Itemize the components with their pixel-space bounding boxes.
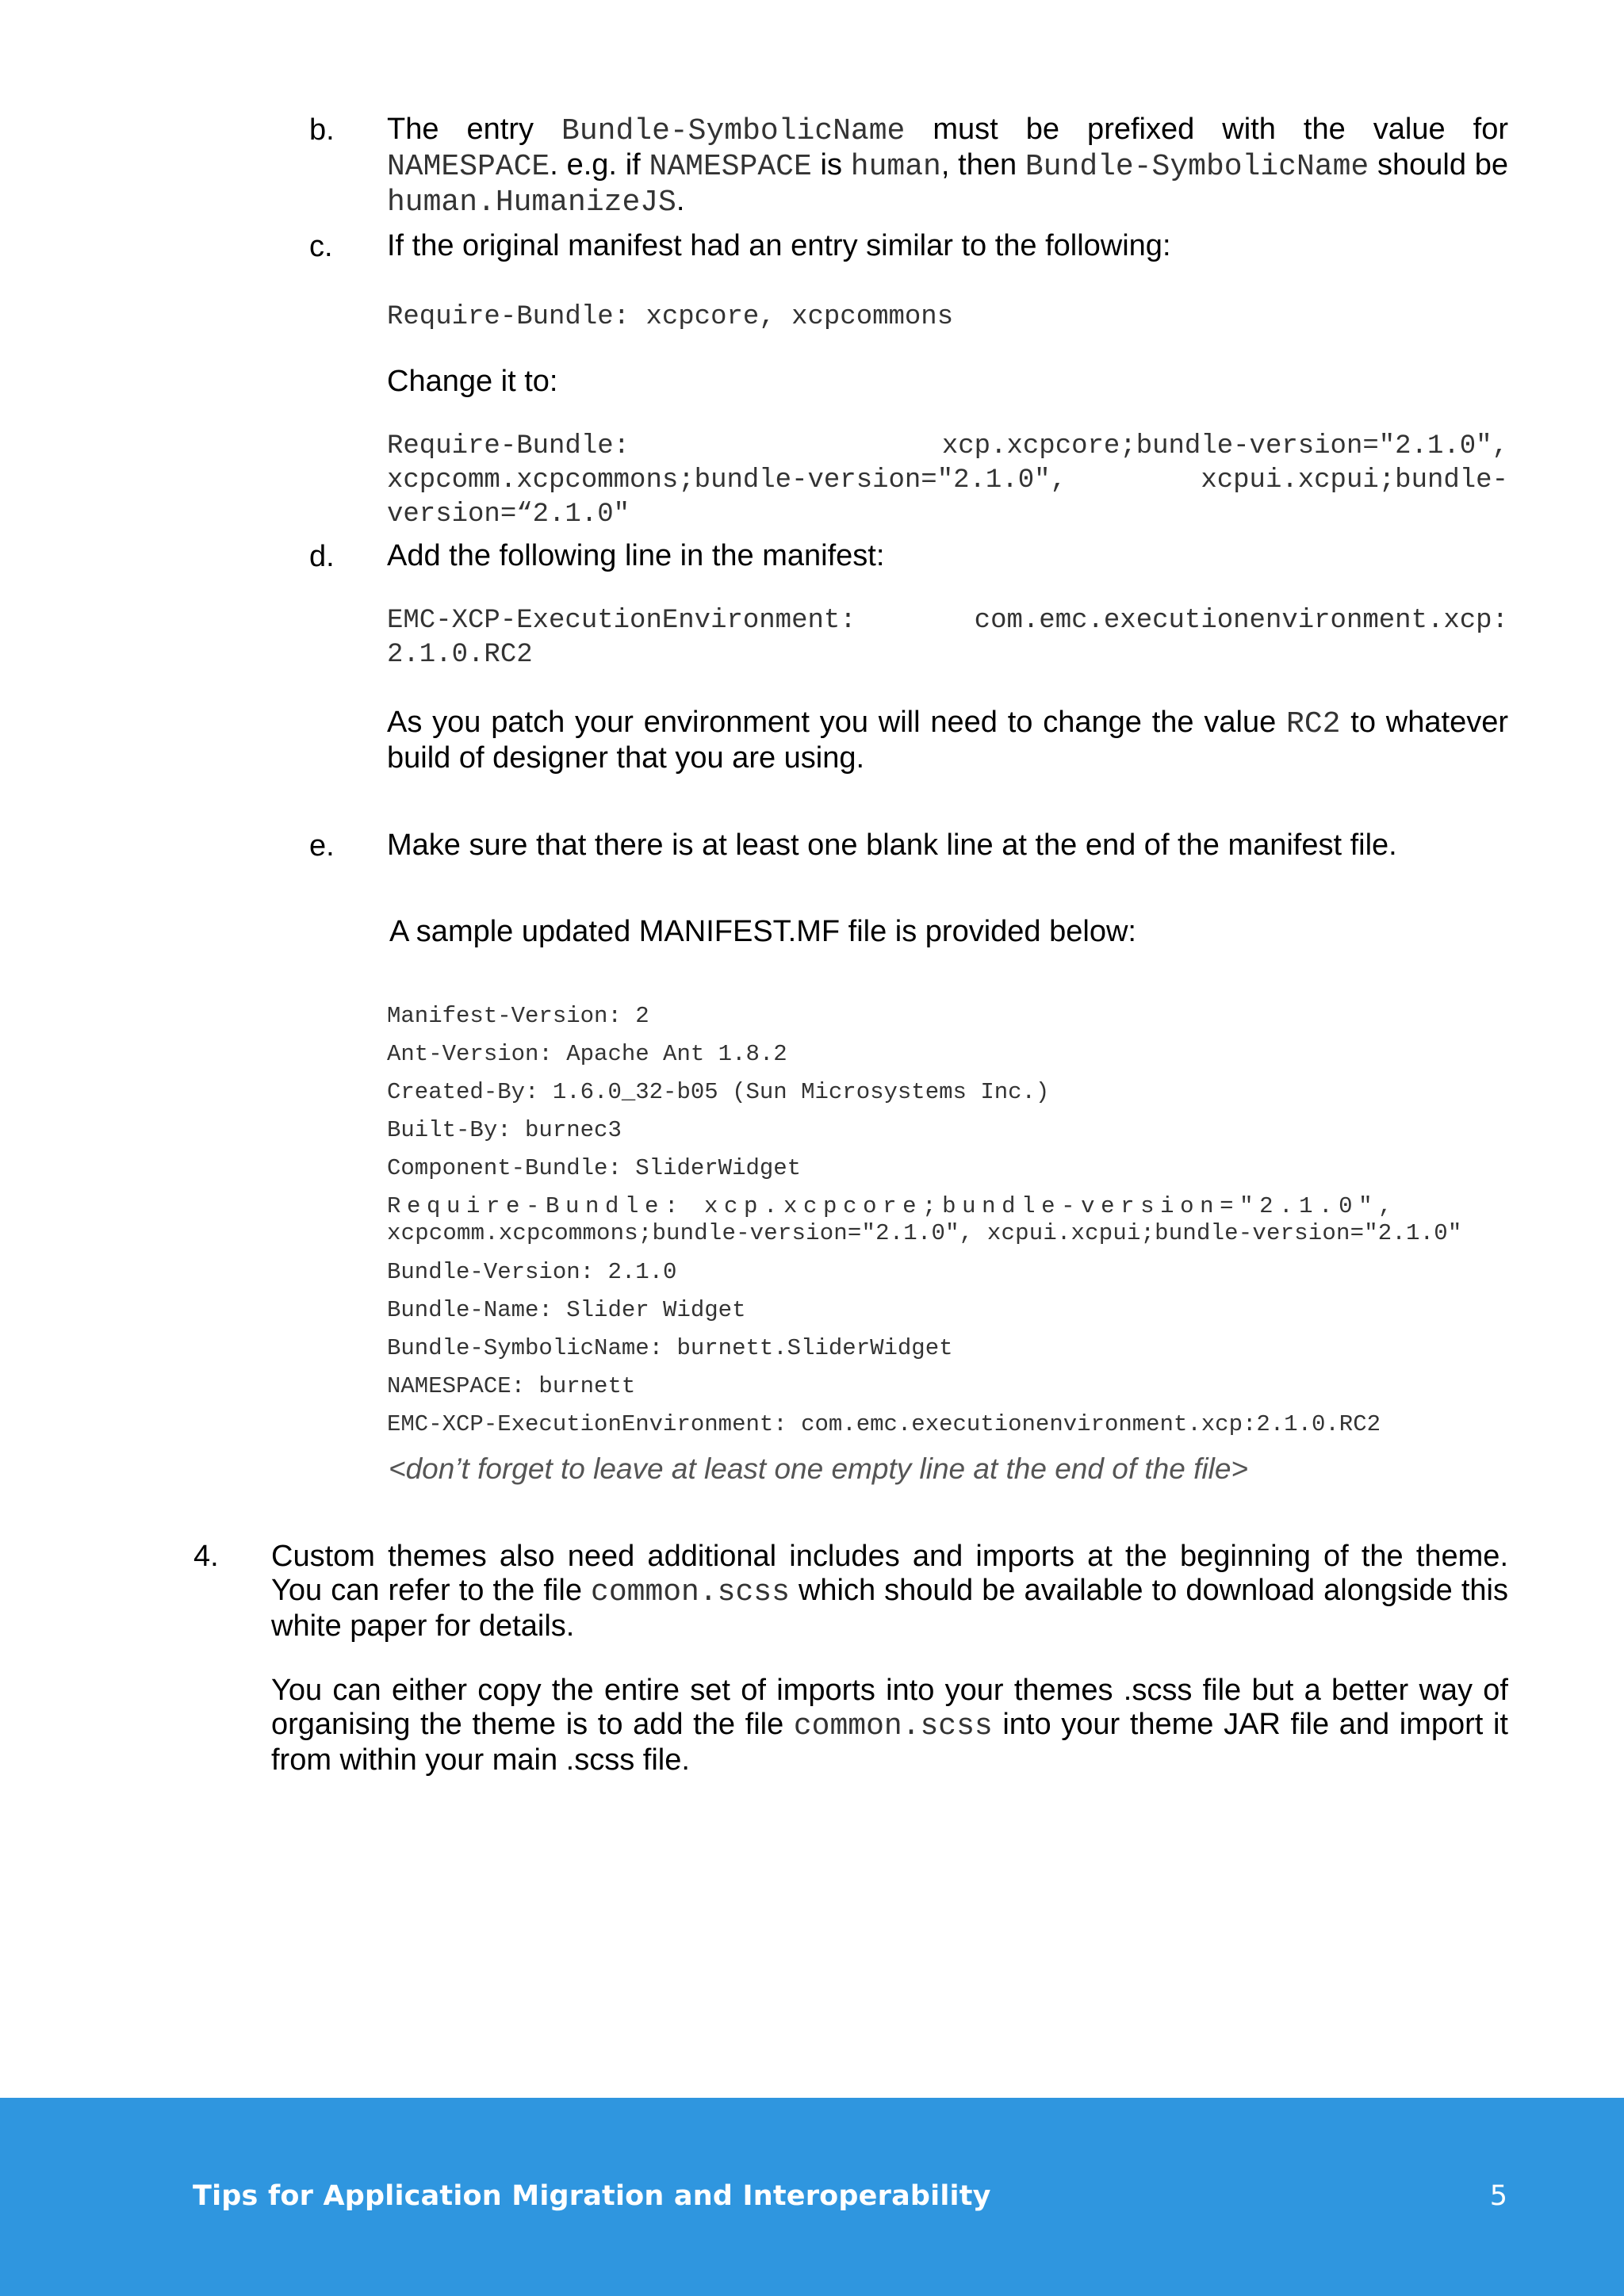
inline-code: NAMESPACE	[387, 150, 550, 184]
manifest-line: Require-Bundle: xcp.xcpcore;bundle-version="2.1.0",	[387, 1193, 1399, 1219]
text-run: to whatever build of designer that you are using.	[387, 706, 1508, 775]
manifest-line: NAMESPACE: burnett	[387, 1373, 636, 1399]
text-run: . e.g. if	[550, 148, 649, 182]
manifest-line: EMC-XCP-ExecutionEnvironment: com.emc.executionenvironment.xcp:2.1.0.RC2	[387, 1411, 1381, 1437]
text-run: is	[811, 148, 851, 182]
empty-line-note: <don’t forget to leave at least one empty line at the end of the file>	[389, 1452, 1249, 1485]
text-run: .	[676, 184, 685, 217]
manifest-require-bundle	[387, 1193, 1508, 1247]
text-run: , then	[940, 148, 1025, 182]
manifest-line: Manifest-Version: 2	[387, 1003, 649, 1029]
list-marker: d.	[309, 540, 335, 573]
text-run: into your theme JAR file and import it from within your main .scss file.	[271, 1708, 1508, 1777]
code-text: EMC-XCP-ExecutionEnvironment: com.emc.executionenvironment.xcp: 2.1.0.RC2	[387, 606, 1508, 670]
list-item-text: If the original manifest had an entry similar to the following:	[387, 229, 1171, 262]
list-marker: e.	[309, 829, 335, 863]
list-item-paragraph	[271, 1674, 1508, 1777]
change-label: Change it to:	[387, 365, 558, 398]
manifest-line: Created-By: 1.6.0_32-b05 (Sun Microsystems Inc.)	[387, 1079, 1050, 1105]
inline-code: Bundle-SymbolicName	[561, 114, 906, 148]
code-text: Require-Bundle: xcpcore, xcpcommons	[387, 302, 954, 332]
manifest-line: Bundle-Version: 2.1.0	[387, 1259, 677, 1285]
patch-note	[387, 706, 1508, 775]
page-footer	[0, 2098, 1624, 2296]
inline-code: human.HumanizeJS	[387, 186, 676, 220]
inline-code: RC2	[1286, 707, 1341, 741]
inline-code: human	[850, 150, 941, 184]
code-new	[387, 430, 1508, 532]
code-original	[387, 298, 1508, 335]
text-run: which should be available to download alongside this white paper for details.	[271, 1574, 1509, 1643]
list-marker: b.	[309, 113, 335, 147]
page-number: 5	[1489, 2180, 1507, 2212]
code-line	[387, 604, 1508, 672]
text-run: Custom themes also need additional includes and imports at the beginning of the theme. You can refer to the file	[271, 1540, 1508, 1607]
inline-code: NAMESPACE	[649, 150, 812, 184]
text-run: should be	[1369, 148, 1508, 182]
manifest-line: Component-Bundle: SliderWidget	[387, 1155, 802, 1181]
sample-intro: A sample updated MANIFEST.MF file is provided below:	[389, 915, 1136, 948]
list-item-text: Add the following line in the manifest:	[387, 539, 885, 572]
text-run: You can either copy the entire set of imports into your themes .scss file but a better way of organising the theme is to add the file	[271, 1674, 1508, 1741]
code-text: Require-Bundle: xcp.xcpcore;bundle-version="2.1.0", xcpcomm.xcpcommons;bundle-version="2.1.0", xcpui.xcpui;bundle-version=“2.1.0"	[387, 431, 1508, 530]
manifest-line: xcpcomm.xcpcommons;bundle-version="2.1.0", xcpui.xcpui;bundle-version="2.1.0"	[387, 1220, 1462, 1246]
inline-code: common.scss	[591, 1575, 790, 1609]
inline-code: Bundle-SymbolicName	[1025, 150, 1369, 184]
list-marker: 4.	[193, 1540, 219, 1573]
text-run: must be prefixed with the value for	[905, 113, 1509, 146]
list-marker: c.	[309, 230, 333, 263]
manifest-line: Built-By: burnec3	[387, 1117, 622, 1143]
inline-code: common.scss	[793, 1709, 993, 1743]
footer-title: Tips for Application Migration and Interoperability	[193, 2180, 991, 2212]
text-run: The entry	[387, 113, 562, 146]
list-item-text	[271, 1540, 1508, 1644]
manifest-line: Bundle-SymbolicName: burnett.SliderWidget	[387, 1335, 953, 1361]
manifest-line: Bundle-Name: Slider Widget	[387, 1297, 746, 1323]
manifest-line: Ant-Version: Apache Ant 1.8.2	[387, 1041, 787, 1067]
list-item-text: Make sure that there is at least one blank line at the end of the manifest file.	[387, 828, 1397, 862]
text-run: As you patch your environment you will need to change the value	[387, 706, 1287, 739]
list-item-text	[387, 113, 1508, 220]
